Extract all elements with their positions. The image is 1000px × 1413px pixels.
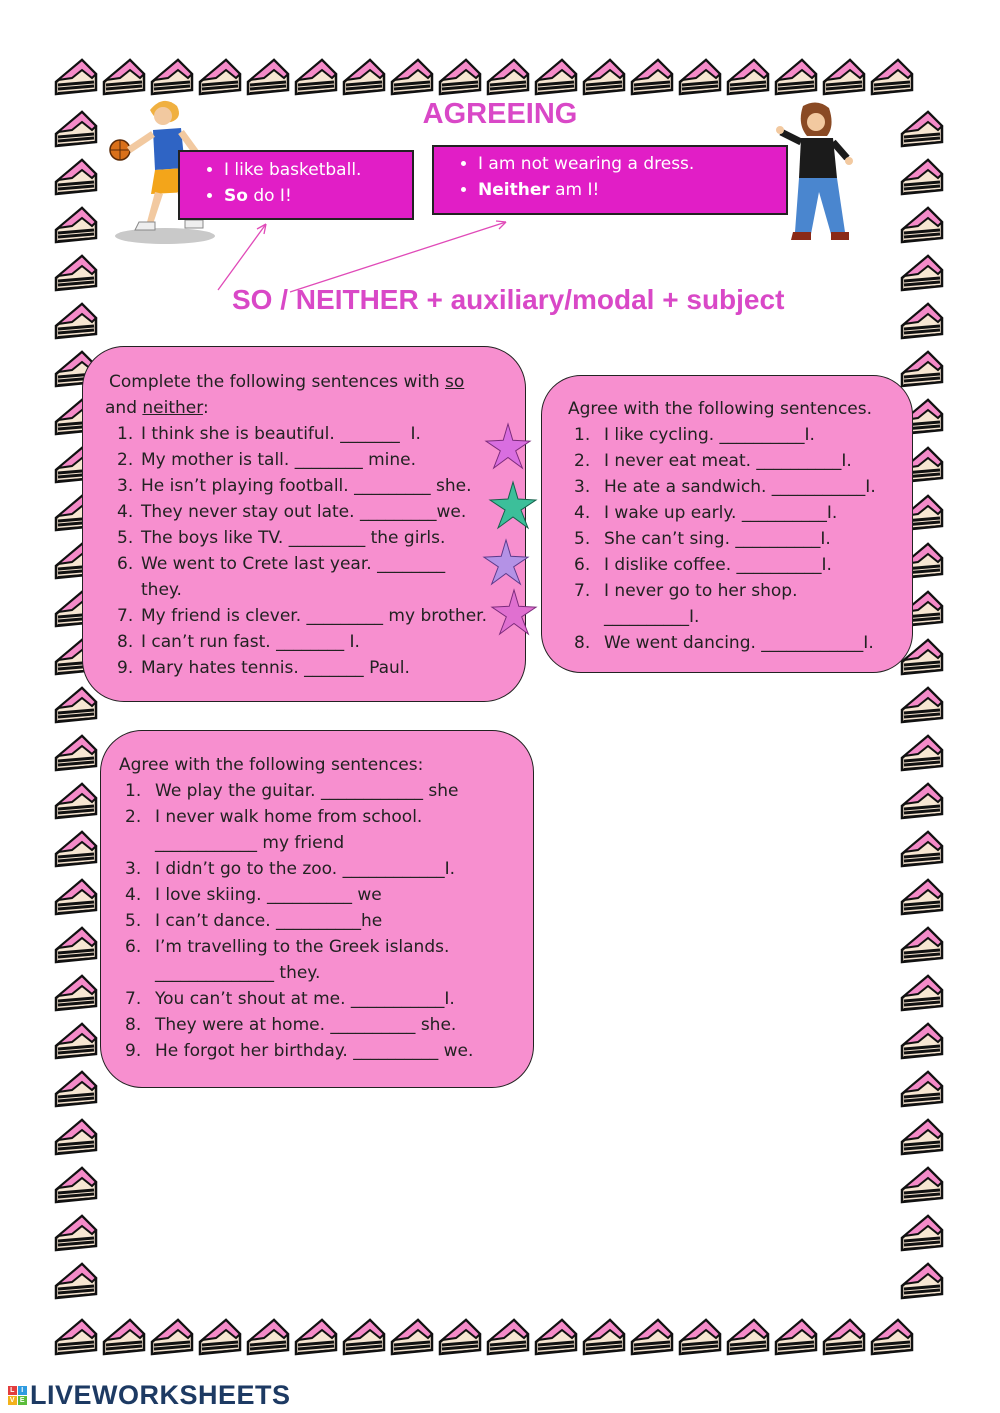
item-number: 4. — [574, 503, 591, 523]
exercise-item — [125, 986, 533, 1012]
example-neither-line1: • I am not wearing a dress. — [478, 151, 786, 177]
item-number: 7. — [125, 989, 142, 1009]
exercise-item — [574, 630, 912, 656]
item-number: 1. — [117, 424, 134, 444]
cake-slice-icon — [676, 1312, 724, 1360]
cake-slice-icon — [676, 52, 724, 100]
cake-slice-icon — [898, 680, 946, 728]
cake-slice-icon — [532, 52, 580, 100]
item-sentence: You can’t shout at me. ___________I. — [155, 989, 455, 1009]
cake-slice-icon — [52, 1312, 100, 1360]
cake-slice-icon — [244, 1312, 292, 1360]
item-sentence: They never stay out late. _________we. — [141, 502, 467, 522]
exercise-1-instructions — [105, 369, 525, 421]
cake-border-left — [52, 104, 100, 1304]
exercise-item — [117, 525, 525, 551]
exercise-item — [117, 551, 525, 603]
item-sentence: The boys like TV. _________ the girls. — [141, 528, 446, 548]
logo-letter: E — [19, 1397, 26, 1404]
item-sentence: I’m travelling to the Greek islands. ______________ they. — [155, 937, 450, 983]
cake-slice-icon — [898, 1112, 946, 1160]
item-sentence: I wake up early. __________I. — [604, 503, 838, 523]
cake-slice-icon — [52, 248, 100, 296]
example-neither-line2 — [478, 177, 786, 203]
item-sentence: He forgot her birthday. __________ we. — [155, 1041, 474, 1061]
exercise-item — [125, 934, 533, 986]
exercise-item — [574, 526, 912, 552]
cake-slice-icon — [772, 1312, 820, 1360]
exercise-item — [574, 422, 912, 448]
cake-slice-icon — [388, 1312, 436, 1360]
cake-slice-icon — [52, 296, 100, 344]
exercise-1-list — [117, 421, 525, 681]
cake-slice-icon — [52, 968, 100, 1016]
example-so-line2 — [224, 183, 412, 209]
cake-slice-icon — [898, 872, 946, 920]
logo-letter: I — [18, 1386, 27, 1395]
cake-slice-icon — [628, 52, 676, 100]
item-number: 4. — [117, 502, 134, 522]
instr-and: and — [105, 398, 143, 418]
cake-slice-icon — [436, 1312, 484, 1360]
exercise-item — [117, 499, 525, 525]
item-number: 6. — [117, 554, 134, 574]
cake-slice-icon — [820, 52, 868, 100]
exercise-item — [125, 778, 533, 804]
cake-slice-icon — [898, 824, 946, 872]
logo-letter: L — [8, 1386, 17, 1395]
cake-slice-icon — [898, 728, 946, 776]
item-sentence: I love skiing. __________ we — [155, 885, 382, 905]
item-number: 3. — [125, 859, 142, 879]
cake-border-bottom — [52, 1312, 916, 1360]
item-sentence: I can’t dance. __________he — [155, 911, 383, 931]
cake-slice-icon — [292, 52, 340, 100]
cake-slice-icon — [724, 1312, 772, 1360]
cake-slice-icon — [532, 1312, 580, 1360]
item-sentence: We play the guitar. ____________ she — [155, 781, 459, 801]
exercise-item — [125, 882, 533, 908]
cake-slice-icon — [898, 1256, 946, 1304]
item-number: 5. — [125, 911, 142, 931]
item-sentence: She can’t sing. __________I. — [604, 529, 831, 549]
cake-slice-icon — [898, 248, 946, 296]
exercise-panel-1 — [82, 346, 526, 702]
exercise-2-list — [574, 422, 912, 656]
cake-slice-icon — [52, 1064, 100, 1112]
item-number: 2. — [574, 451, 591, 471]
exercise-item — [125, 1038, 533, 1064]
item-number: 8. — [117, 632, 134, 652]
exercise-item — [117, 655, 525, 681]
cake-slice-icon — [52, 1160, 100, 1208]
cake-slice-icon — [52, 1016, 100, 1064]
cake-slice-icon — [580, 52, 628, 100]
cake-slice-icon — [52, 1112, 100, 1160]
cake-slice-icon — [340, 1312, 388, 1360]
cake-slice-icon — [484, 1312, 532, 1360]
item-sentence: I can’t run fast. ________ I. — [141, 632, 360, 652]
example-so-rest: do I! — [247, 186, 292, 206]
cake-slice-icon — [580, 1312, 628, 1360]
item-number: 7. — [574, 581, 591, 601]
starfish-icon — [482, 538, 530, 586]
item-sentence: I didn’t go to the zoo. ____________I. — [155, 859, 455, 879]
grammar-formula: SO / NEITHER + auxiliary/modal + subject — [232, 284, 785, 315]
item-sentence: We went dancing. ____________I. — [604, 633, 874, 653]
cake-slice-icon — [898, 776, 946, 824]
exercise-item — [125, 804, 533, 856]
example-so-line1: • I like basketball. — [224, 157, 412, 183]
item-sentence: I like cycling. __________I. — [604, 425, 815, 445]
exercise-3-instructions: Agree with the following sentences: — [119, 755, 424, 775]
item-number: 3. — [117, 476, 134, 496]
cake-slice-icon — [52, 152, 100, 200]
brand-logo-icon — [8, 1386, 27, 1405]
cake-slice-icon — [898, 152, 946, 200]
brand-name: LIVEWORKSHEETS — [30, 1380, 291, 1410]
exercise-panel-3 — [100, 730, 534, 1088]
item-sentence: My friend is clever. _________ my brother. — [141, 606, 487, 626]
cake-slice-icon — [196, 1312, 244, 1360]
exercise-item — [117, 603, 525, 629]
exercise-item — [117, 473, 525, 499]
starfish-icon — [488, 480, 538, 530]
cake-slice-icon — [52, 920, 100, 968]
item-number: 6. — [574, 555, 591, 575]
girl-image — [775, 100, 860, 245]
item-sentence: I never walk home from school. ____________ my friend — [155, 807, 423, 853]
item-sentence: They were at home. __________ she. — [155, 1015, 457, 1035]
item-number: 3. — [574, 477, 591, 497]
item-sentence: Mary hates tennis. _______ Paul. — [141, 658, 410, 678]
cake-slice-icon — [148, 1312, 196, 1360]
exercise-3-list — [125, 778, 533, 1064]
page-title: AGREEING — [422, 98, 578, 130]
cake-slice-icon — [100, 1312, 148, 1360]
cake-slice-icon — [898, 1160, 946, 1208]
cake-slice-icon — [52, 52, 100, 100]
item-number: 5. — [574, 529, 591, 549]
cake-slice-icon — [898, 920, 946, 968]
cake-slice-icon — [898, 296, 946, 344]
item-sentence: We went to Crete last year. ________ they. — [141, 554, 446, 600]
exercise-item — [574, 500, 912, 526]
item-number: 4. — [125, 885, 142, 905]
cake-slice-icon — [388, 52, 436, 100]
exercise-panel-2 — [541, 375, 913, 673]
cake-slice-icon — [52, 824, 100, 872]
item-sentence: I dislike coffee. __________I. — [604, 555, 832, 575]
cake-slice-icon — [52, 872, 100, 920]
exercise-item — [117, 629, 525, 655]
cake-slice-icon — [898, 1064, 946, 1112]
cake-slice-icon — [52, 776, 100, 824]
example-neither-keyword: Neither — [478, 180, 550, 200]
exercise-2-instructions: Agree with the following sentences. — [568, 399, 873, 419]
item-number: 5. — [117, 528, 134, 548]
instr-text: Complete the following sentences with — [109, 372, 445, 392]
item-number: 1. — [574, 425, 591, 445]
item-sentence: I never go to her shop. __________I. — [604, 581, 798, 627]
starfish-icon — [490, 588, 538, 636]
cake-slice-icon — [436, 52, 484, 100]
exercise-item — [125, 856, 533, 882]
cake-slice-icon — [52, 200, 100, 248]
cake-slice-icon — [52, 1256, 100, 1304]
example-so-keyword: So — [224, 186, 248, 206]
exercise-item — [574, 552, 912, 578]
cake-slice-icon — [724, 52, 772, 100]
cake-slice-icon — [628, 1312, 676, 1360]
item-sentence: I never eat meat. __________I. — [604, 451, 852, 471]
item-number: 9. — [125, 1041, 142, 1061]
cake-border-right — [898, 104, 946, 1304]
item-number: 2. — [117, 450, 134, 470]
item-number: 7. — [117, 606, 134, 626]
item-number: 8. — [574, 633, 591, 653]
starfish-icon — [484, 422, 532, 470]
cake-slice-icon — [898, 200, 946, 248]
exercise-item — [574, 474, 912, 500]
logo-letter: V — [9, 1397, 16, 1404]
cake-slice-icon — [292, 1312, 340, 1360]
cake-slice-icon — [868, 52, 916, 100]
exercise-item — [125, 1012, 533, 1038]
item-sentence: My mother is tall. ________ mine. — [141, 450, 417, 470]
cake-slice-icon — [820, 1312, 868, 1360]
item-sentence: I think she is beautiful. _______ I. — [141, 424, 421, 444]
exercise-item — [574, 448, 912, 474]
cake-slice-icon — [52, 728, 100, 776]
item-number: 6. — [125, 937, 142, 957]
instr-so: so — [445, 372, 465, 392]
cake-slice-icon — [340, 52, 388, 100]
exercise-item — [117, 421, 525, 447]
item-number: 8. — [125, 1015, 142, 1035]
item-number: 9. — [117, 658, 134, 678]
item-sentence: He ate a sandwich. ___________I. — [604, 477, 876, 497]
cake-slice-icon — [898, 968, 946, 1016]
cake-slice-icon — [898, 1208, 946, 1256]
cake-slice-icon — [898, 1016, 946, 1064]
cake-slice-icon — [244, 52, 292, 100]
example-neither-rest: am I! — [549, 180, 600, 200]
cake-slice-icon — [484, 52, 532, 100]
item-sentence: He isn’t playing football. _________ she. — [141, 476, 472, 496]
cake-slice-icon — [898, 344, 946, 392]
exercise-item — [574, 578, 912, 630]
instr-neither: neither — [142, 398, 203, 418]
cake-slice-icon — [868, 1312, 916, 1360]
cake-slice-icon — [772, 52, 820, 100]
item-number: 1. — [125, 781, 142, 801]
instr-colon: : — [202, 398, 209, 418]
example-box-neither — [432, 145, 788, 215]
cake-slice-icon — [52, 1208, 100, 1256]
exercise-item — [117, 447, 525, 473]
exercise-item — [125, 908, 533, 934]
brand-footer — [8, 1380, 291, 1411]
item-number: 2. — [125, 807, 142, 827]
